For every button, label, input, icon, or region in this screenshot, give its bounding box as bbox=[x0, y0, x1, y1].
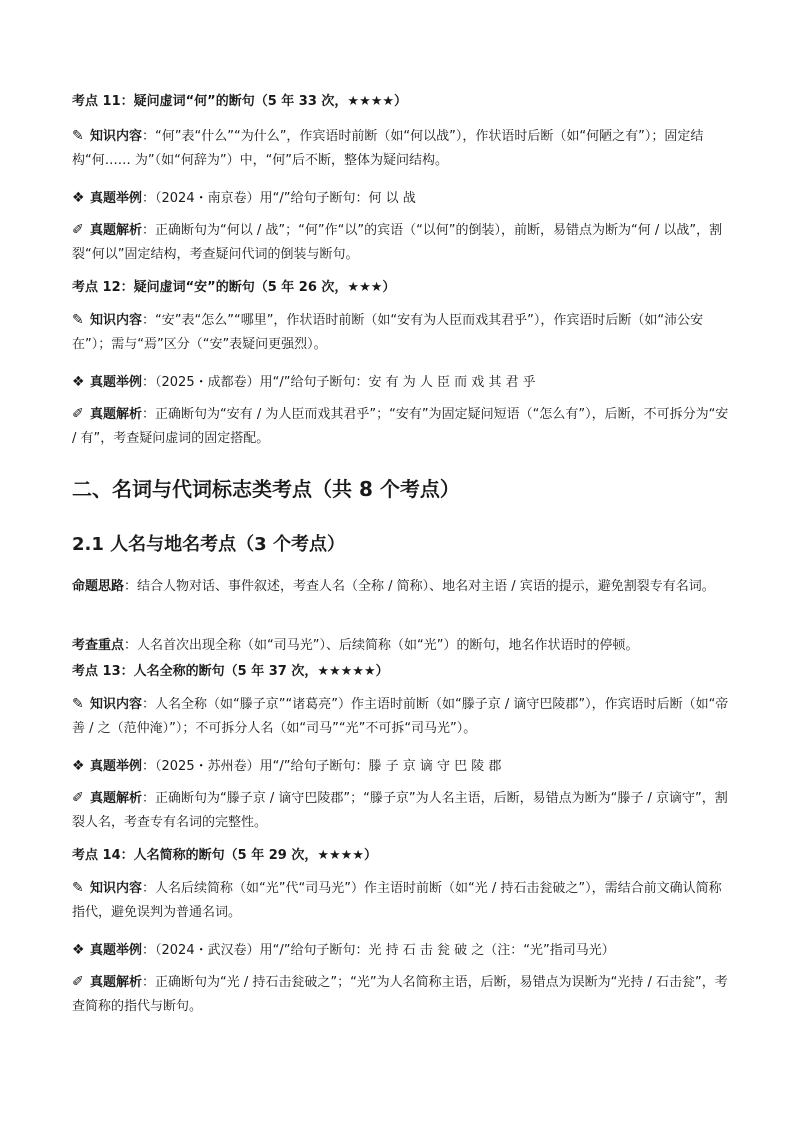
kaodian-14-analysis: ✐ 真题解析：正确断句为“光 / 持石击瓮破之”；“光”为人名简称主语，后断，易错点为误断为“光持 / 石击瓮”，考查简称的指代与断句。 bbox=[72, 970, 732, 1019]
kaodian-12-analysis: ✐ 真题解析：正确断句为“安有 / 为人臣而戏其君乎”；“安有”为固定疑问短语（“怎么有”），后断，不可拆分为“安 / 有”，考查疑问虚词的固定搭配。 bbox=[72, 402, 732, 451]
kaodian-13-heading: 考点 13：人名全称的断句（5 年 37 次，★★★★★） bbox=[72, 664, 389, 679]
pencil-icon: ✎ bbox=[72, 312, 84, 328]
kaodian-11-knowledge: ✎ 知识内容：“何”表“什么”“为什么”，作宾语时前断（如“何以战”），作状语时后断（如“何陋之有”）；固定结构“何…… 为”（如“何辞为”）中，“何”后不断，整体为疑问结构。 bbox=[72, 124, 732, 173]
kaodian-13-analysis: ✐ 真题解析：正确断句为“滕子京 / 谪守巴陵郡”；“滕子京”为人名主语，后断，易错点为断为“滕子 / 京谪守”，割裂人名，考查专有名词的完整性。 bbox=[72, 786, 732, 835]
proposition-idea: 命题思路：结合人物对话、事件叙述，考查人名（全称 / 简称）、地名对主语 / 宾语的提示，避免割裂专有名词。 bbox=[72, 579, 715, 594]
pencil-icon: ✎ bbox=[72, 128, 84, 144]
kaodian-11-example: ❖ 真题举例：（2024・南京卷）用“/”给句子断句：何 以 战 bbox=[72, 186, 416, 211]
diamond-bullet-icon: ❖ bbox=[72, 758, 85, 774]
pencil-icon: ✎ bbox=[72, 880, 84, 896]
kaodian-13-knowledge: ✎ 知识内容：人名全称（如“滕子京”“诸葛亮”）作主语时前断（如“滕子京 / 谪守巴陵郡”），作宾语时后断（如“帝善 / 之（范仲淹）”）；不可拆分人名（如“司马”“光”不可拆“司马光”）。 bbox=[72, 692, 732, 741]
pencil-diagonal-icon: ✐ bbox=[72, 222, 84, 238]
kaodian-11-analysis: ✐ 真题解析：正确断句为“何以 / 战”；“何”作“以”的宾语（“以何”的倒装），前断，易错点为断为“何 / 以战”，割裂“何以”固定结构，考查疑问代词的倒装与断句。 bbox=[72, 218, 732, 267]
diamond-bullet-icon: ❖ bbox=[72, 374, 85, 390]
pencil-diagonal-icon: ✐ bbox=[72, 974, 84, 990]
kaodian-14-knowledge: ✎ 知识内容：人名后续简称（如“光”代“司马光”）作主语时前断（如“光 / 持石击瓮破之”），需结合前文确认简称指代，避免误判为普通名词。 bbox=[72, 876, 732, 925]
section-2-1-title: 2.1 人名与地名考点（3 个考点） bbox=[72, 534, 345, 555]
diamond-bullet-icon: ❖ bbox=[72, 942, 85, 958]
kaodian-12-heading: 考点 12：疑问虚词“安”的断句（5 年 26 次，★★★） bbox=[72, 280, 396, 295]
kaodian-12-example: ❖ 真题举例：（2025・成都卷）用“/”给句子断句：安 有 为 人 臣 而 戏 其 君 乎 bbox=[72, 370, 536, 395]
kaodian-14-heading: 考点 14：人名简称的断句（5 年 29 次，★★★★） bbox=[72, 848, 377, 863]
exam-focus: 考查重点：人名首次出现全称（如“司马光”）、后续简称（如“光”）的断句，地名作状语时的停顿。 bbox=[72, 638, 639, 653]
pencil-diagonal-icon: ✐ bbox=[72, 406, 84, 422]
pencil-icon: ✎ bbox=[72, 696, 84, 712]
kaodian-11-heading: 考点 11：疑问虚词“何”的断句（5 年 33 次，★★★★） bbox=[72, 94, 408, 109]
kaodian-14-example: ❖ 真题举例：（2024・武汉卷）用“/”给句子断句：光 持 石 击 瓮 破 之（注：“光”指司马光） bbox=[72, 938, 615, 963]
kaodian-13-example: ❖ 真题举例：（2025・苏州卷）用“/”给句子断句：滕 子 京 谪 守 巴 陵 郡 bbox=[72, 754, 501, 779]
pencil-diagonal-icon: ✐ bbox=[72, 790, 84, 806]
section-2-title: 二、名词与代词标志类考点（共 8 个考点） bbox=[72, 477, 460, 501]
kaodian-12-knowledge: ✎ 知识内容：“安”表“怎么”“哪里”，作状语时前断（如“安有为人臣而戏其君乎”），作宾语时后断（如“沛公安在”）；需与“焉”区分（“安”表疑问更强烈）。 bbox=[72, 308, 732, 357]
diamond-bullet-icon: ❖ bbox=[72, 190, 85, 206]
